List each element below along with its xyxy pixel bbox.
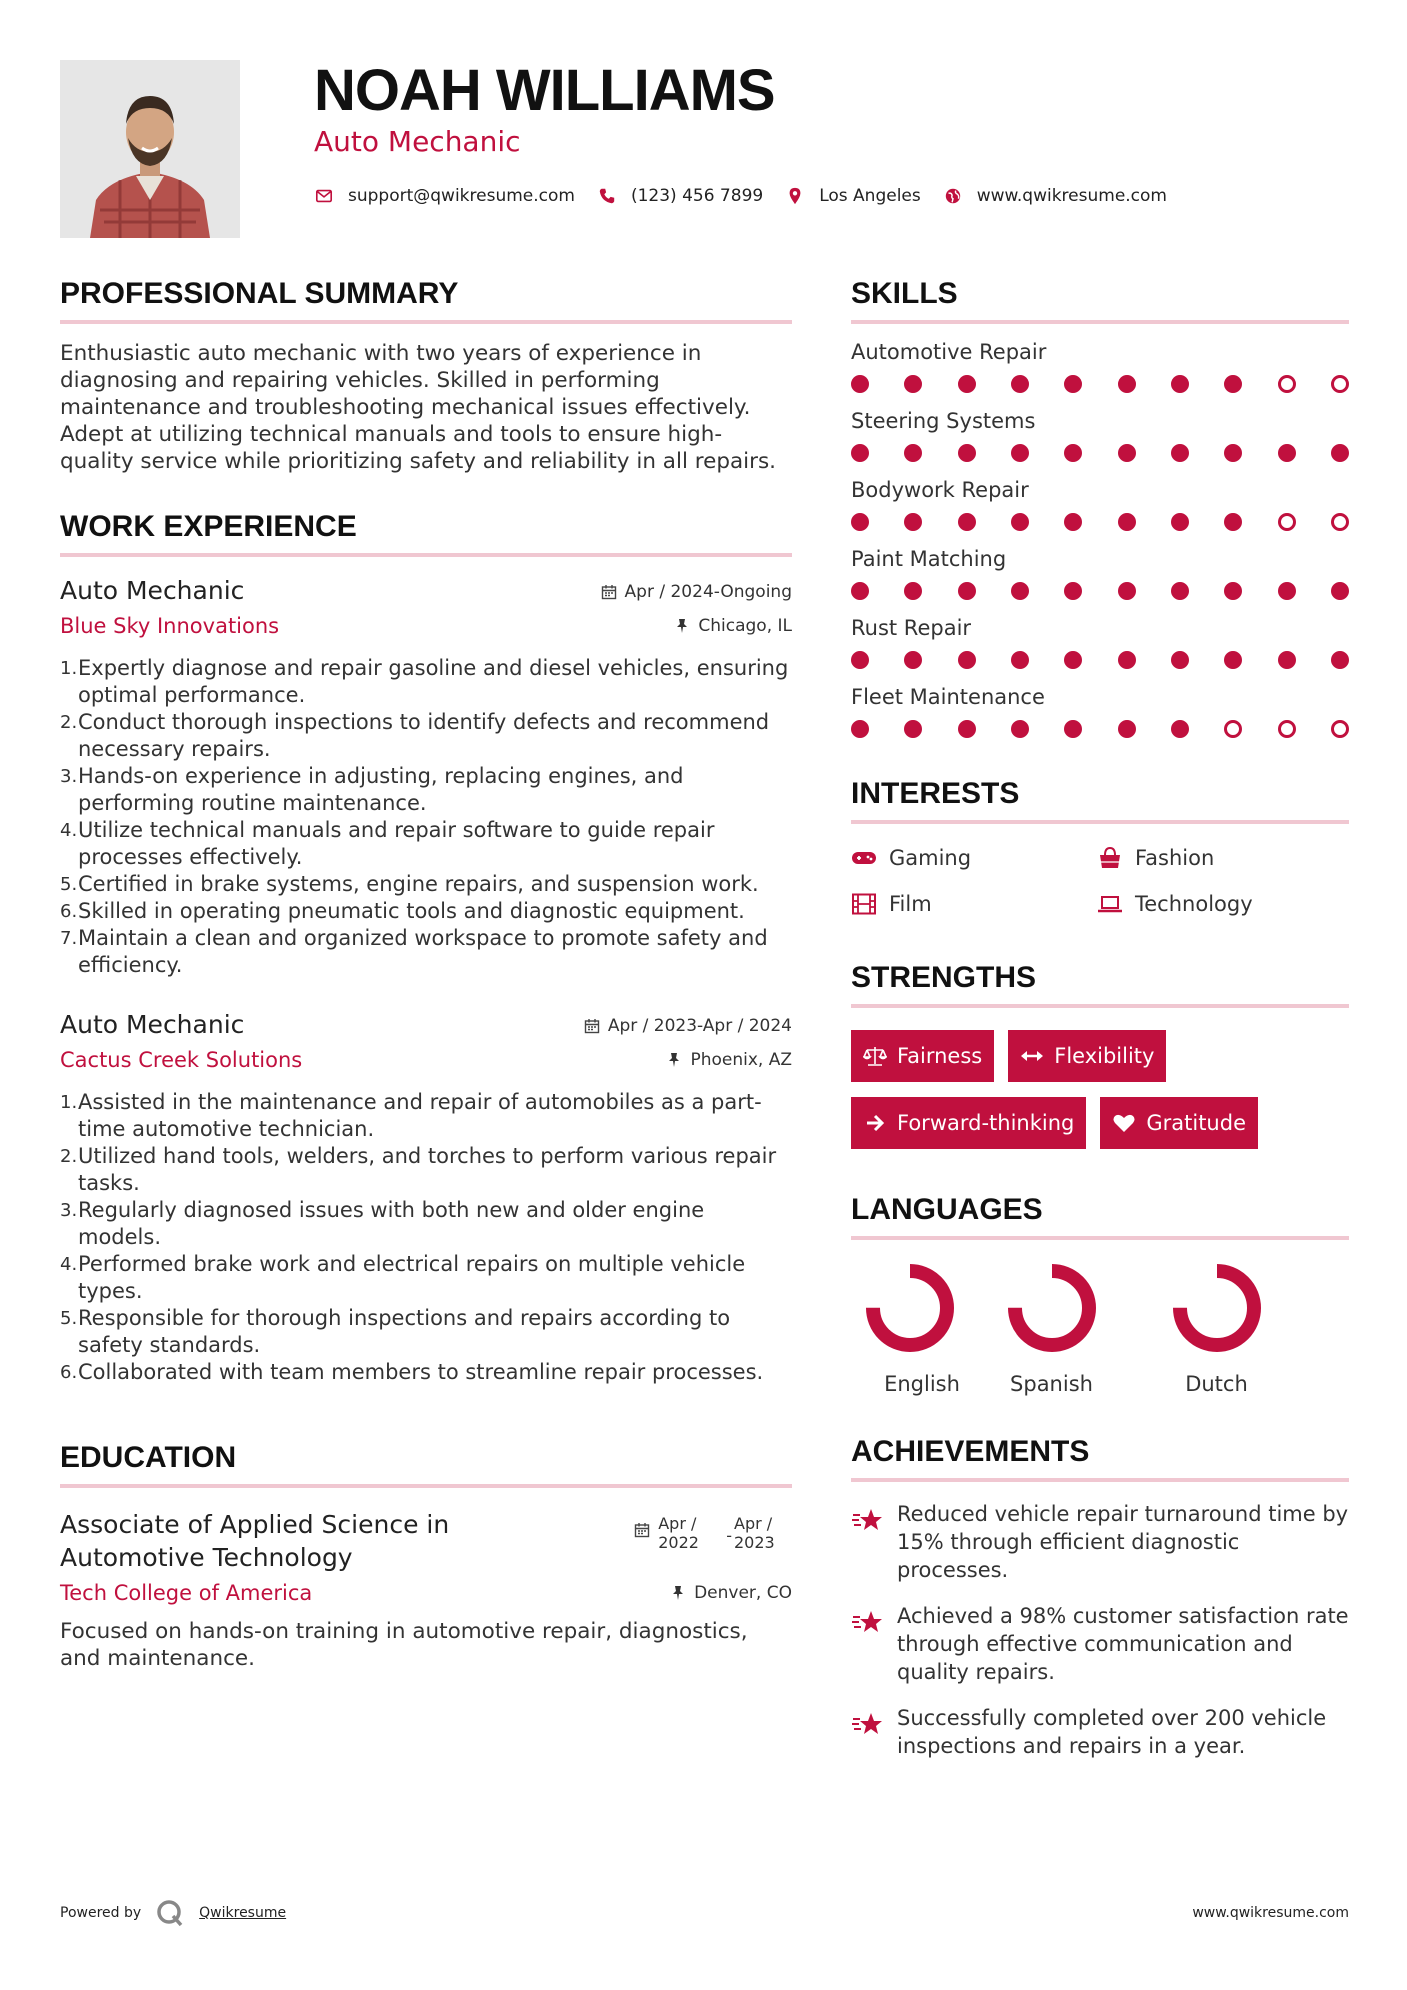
list-item: 5. Responsible for thorough inspections and repairs according to safety standards.	[60, 1306, 731, 1357]
language-item	[969, 1262, 1134, 1398]
summary-text: Enthusiastic auto mechanic with two years of experience in diagnosing and repairing vehicles. Skilled in performing maintenance and troubleshooting mechanical issues effectively. Adept at utilizing technical manuals and tools to ensure high-quality service while prioritizing safety and reliability in all repairs.	[60, 341, 777, 474]
profile-photo	[60, 60, 240, 238]
candidate-name: NOAH WILLIAMS	[314, 58, 775, 123]
skill-item	[851, 545, 1349, 600]
achievement-item	[851, 1500, 1349, 1584]
job-entry	[60, 1009, 792, 1386]
arrows-horizontal-icon	[1020, 1045, 1044, 1067]
rating-dot	[1011, 720, 1029, 738]
rating-dot	[1064, 720, 1082, 738]
rating-dot	[1064, 375, 1082, 393]
interest-item	[1097, 888, 1343, 920]
skills-section	[851, 274, 1349, 738]
contact-phone-text: (123) 456 7899	[630, 186, 764, 206]
achievement-item	[851, 1704, 1349, 1760]
job-title: Auto Mechanic	[60, 576, 245, 605]
rating-dot	[1064, 651, 1082, 669]
interest-item	[851, 842, 1097, 874]
rating-dot	[1224, 375, 1242, 393]
interest-item	[851, 888, 1097, 920]
rating-dot	[1064, 513, 1082, 531]
job-entry	[60, 575, 792, 979]
job-dates	[601, 581, 792, 603]
powered-by	[60, 1898, 286, 1928]
job-dates-text: Apr / 2023-Apr / 2024	[607, 1016, 792, 1036]
rating-dot	[1171, 651, 1189, 669]
rating-dot	[1011, 513, 1029, 531]
skill-item	[851, 338, 1349, 393]
phone-icon	[597, 186, 617, 206]
rating-dot	[1011, 651, 1029, 669]
rating-dot	[1064, 444, 1082, 462]
globe-icon	[943, 186, 963, 206]
rating-dot	[1278, 444, 1296, 462]
skill-name: Bodywork Repair	[851, 478, 1029, 502]
degree-title: Associate of Applied Science in Automotive Technology	[60, 1510, 450, 1572]
list-item: 1. Expertly diagnose and repair gasoline and diesel vehicles, ensuring optimal performance.	[60, 656, 789, 707]
languages-list	[851, 1262, 1349, 1398]
star-award-icon	[851, 1506, 887, 1584]
rating-dot	[904, 375, 922, 393]
rating-dot	[1118, 720, 1136, 738]
job-location	[674, 615, 792, 637]
contact-phone[interactable]	[597, 186, 763, 206]
job-title: Auto Mechanic	[60, 1010, 245, 1039]
rating-dot	[1224, 582, 1242, 600]
rating-dot	[1331, 513, 1349, 531]
achievement-text: Successfully completed over 200 vehicle inspections and repairs in a year.	[897, 1706, 1327, 1758]
calendar-icon	[634, 1522, 650, 1538]
skill-rating	[851, 375, 1349, 393]
rating-dot	[1171, 513, 1189, 531]
strength-label: Flexibility	[1054, 1044, 1155, 1068]
candidate-title: Auto Mechanic	[314, 125, 521, 158]
skill-rating	[851, 720, 1349, 738]
rating-dot	[1171, 444, 1189, 462]
powered-label: Powered by	[60, 1905, 142, 1921]
list-item: 7. Maintain a clean and organized workspace to promote safety and efficiency.	[60, 926, 768, 977]
contact-website-text: www.qwikresume.com	[976, 186, 1167, 206]
list-item: 2. Conduct thorough inspections to identify defects and recommend necessary repairs.	[60, 710, 770, 761]
language-ring	[864, 1262, 956, 1354]
calendar-icon	[584, 1018, 600, 1034]
skill-item	[851, 476, 1349, 531]
job-bullets	[60, 1089, 792, 1386]
rating-dot	[851, 513, 869, 531]
strengths-section	[851, 958, 1349, 1164]
rating-dot	[1118, 651, 1136, 669]
rating-dot	[1278, 651, 1296, 669]
education-description: Focused on hands-on training in automotive repair, diagnostics, and maintenance.	[60, 1619, 748, 1671]
rating-dot	[1278, 582, 1296, 600]
language-item	[1134, 1262, 1299, 1398]
skill-rating	[851, 444, 1349, 462]
calendar-icon	[601, 584, 617, 600]
summary-heading: PROFESSIONAL SUMMARY	[60, 274, 792, 324]
rating-dot	[1171, 375, 1189, 393]
list-item: 4. Performed brake work and electrical repairs on multiple vehicle types.	[60, 1252, 746, 1303]
education-heading: EDUCATION	[60, 1438, 792, 1488]
scale-icon	[863, 1045, 887, 1067]
interest-label: Fashion	[1135, 846, 1215, 870]
rating-dot	[851, 651, 869, 669]
list-item: 3. Regularly diagnosed issues with both new and older engine models.	[60, 1198, 705, 1249]
achievement-text: Reduced vehicle repair turnaround time by 15% through efficient diagnostic processes.	[897, 1502, 1349, 1582]
education-end: Apr / 2023	[734, 1514, 775, 1552]
skill-rating	[851, 582, 1349, 600]
company-name: Blue Sky Innovations	[60, 614, 280, 638]
rating-dot	[851, 444, 869, 462]
pin-icon	[670, 1585, 686, 1601]
experience-heading: WORK EXPERIENCE	[60, 507, 792, 557]
rating-dot	[1224, 720, 1242, 738]
list-item: 6. Skilled in operating pneumatic tools and diagnostic equipment.	[60, 899, 745, 923]
language-name: English	[884, 1372, 960, 1396]
school-name: Tech College of America	[60, 1581, 313, 1605]
rating-dot	[1118, 444, 1136, 462]
contact-location-text: Los Angeles	[819, 186, 921, 206]
rating-dot	[1278, 375, 1296, 393]
skill-name: Automotive Repair	[851, 340, 1047, 364]
qwikresume-logo-icon	[155, 1898, 185, 1928]
skill-item	[851, 614, 1349, 669]
left-column	[60, 274, 792, 1672]
strength-tag	[1100, 1097, 1258, 1149]
language-level-arc	[1180, 1271, 1254, 1345]
footer	[60, 1898, 1349, 1928]
list-item: 2. Utilized hand tools, welders, and torches to perform various repair tasks.	[60, 1144, 777, 1195]
achievements-section	[851, 1432, 1349, 1760]
rating-dot	[1224, 651, 1242, 669]
skill-name: Paint Matching	[851, 547, 1007, 571]
skills-heading: SKILLS	[851, 274, 1349, 324]
interest-label: Gaming	[889, 846, 972, 870]
rating-dot	[904, 513, 922, 531]
language-level-arc	[873, 1271, 947, 1345]
rating-dot	[958, 513, 976, 531]
strength-label: Fairness	[897, 1044, 983, 1068]
rating-dot	[1064, 582, 1082, 600]
skill-item	[851, 683, 1349, 738]
pin-icon	[666, 1052, 682, 1068]
star-award-icon	[851, 1608, 887, 1686]
languages-section	[851, 1190, 1349, 1398]
laptop-icon	[1097, 893, 1123, 915]
company-name: Cactus Creek Solutions	[60, 1048, 303, 1072]
skill-rating	[851, 651, 1349, 669]
map-pin-icon	[785, 186, 805, 206]
education-section	[60, 1438, 792, 1672]
language-name: Dutch	[1185, 1372, 1248, 1396]
rating-dot	[1011, 444, 1029, 462]
rating-dot	[1331, 720, 1349, 738]
summary-section	[60, 274, 792, 475]
job-dates	[584, 1015, 792, 1037]
rating-dot	[1118, 582, 1136, 600]
job-location-text: Phoenix, AZ	[690, 1050, 792, 1070]
skill-item	[851, 407, 1349, 462]
rating-dot	[1224, 513, 1242, 531]
date-separator: -	[726, 1526, 732, 1545]
skill-name: Fleet Maintenance	[851, 685, 1045, 709]
list-item: 1. Assisted in the maintenance and repair of automobiles as a part-time automotive technician.	[60, 1090, 762, 1141]
job-location	[666, 1049, 792, 1071]
rating-dot	[1331, 444, 1349, 462]
rating-dot	[1331, 582, 1349, 600]
contact-website[interactable]	[943, 186, 1167, 206]
rating-dot	[851, 375, 869, 393]
skill-name: Steering Systems	[851, 409, 1036, 433]
language-name: Spanish	[1010, 1372, 1093, 1396]
rating-dot	[1011, 582, 1029, 600]
language-level-arc	[1015, 1271, 1089, 1345]
skill-rating	[851, 513, 1349, 531]
interest-item	[1097, 842, 1343, 874]
rating-dot	[958, 375, 976, 393]
experience-section	[60, 507, 792, 1386]
rating-dot	[958, 651, 976, 669]
interest-label: Film	[889, 892, 932, 916]
strength-tag	[1008, 1030, 1166, 1082]
rating-dot	[958, 582, 976, 600]
rating-dot	[904, 582, 922, 600]
contact-email[interactable]	[314, 186, 575, 206]
rating-dot	[1278, 720, 1296, 738]
rating-dot	[1118, 513, 1136, 531]
education-start: Apr / 2022	[658, 1514, 699, 1552]
rating-dot	[1331, 375, 1349, 393]
strength-label: Gratitude	[1146, 1111, 1246, 1135]
list-item: 4. Utilize technical manuals and repair software to guide repair processes effectively.	[60, 818, 715, 869]
rating-dot	[1331, 651, 1349, 669]
gamepad-icon	[851, 847, 877, 869]
list-item: 6. Collaborated with team members to streamline repair processes.	[60, 1360, 764, 1384]
interests-heading: INTERESTS	[851, 774, 1349, 824]
education-dates	[634, 1514, 792, 1574]
rating-dot	[1278, 513, 1296, 531]
rating-dot	[958, 444, 976, 462]
resume-header	[314, 56, 1354, 206]
achievement-text: Achieved a 98% customer satisfaction rate through effective communication and quality repairs.	[897, 1604, 1349, 1684]
rating-dot	[1011, 375, 1029, 393]
contact-email-text: support@qwikresume.com	[348, 186, 575, 206]
language-ring	[1006, 1262, 1098, 1354]
strengths-heading: STRENGTHS	[851, 958, 1349, 1008]
education-location	[670, 1582, 792, 1604]
heart-icon	[1112, 1112, 1136, 1134]
shopping-bag-icon	[1097, 847, 1123, 869]
star-award-icon	[851, 1710, 887, 1760]
strength-label: Forward-thinking	[897, 1111, 1075, 1135]
job-location-text: Chicago, IL	[698, 616, 792, 636]
interests-section	[851, 774, 1349, 920]
strength-tag	[851, 1030, 994, 1082]
brand-link[interactable]: Qwikresume	[199, 1905, 287, 1921]
achievement-item	[851, 1602, 1349, 1686]
contact-bar	[314, 186, 1354, 206]
right-column	[851, 274, 1349, 1760]
rating-dot	[1171, 582, 1189, 600]
skills-list	[851, 338, 1349, 738]
rating-dot	[904, 720, 922, 738]
interest-label: Technology	[1135, 892, 1253, 916]
film-icon	[851, 893, 877, 915]
pin-icon	[674, 618, 690, 634]
rating-dot	[851, 720, 869, 738]
list-item: 5. Certified in brake systems, engine repairs, and suspension work.	[60, 872, 759, 896]
language-ring	[1171, 1262, 1263, 1354]
footer-url[interactable]: www.qwikresume.com	[1192, 1905, 1349, 1921]
rating-dot	[1171, 720, 1189, 738]
rating-dot	[904, 444, 922, 462]
rating-dot	[851, 582, 869, 600]
education-location-text: Denver, CO	[694, 1583, 792, 1603]
job-bullets	[60, 655, 792, 979]
language-item	[851, 1262, 969, 1398]
list-item: 3. Hands-on experience in adjusting, replacing engines, and performing routine maintenance.	[60, 764, 684, 815]
achievements-heading: ACHIEVEMENTS	[851, 1432, 1349, 1482]
strength-tag	[851, 1097, 1086, 1149]
languages-heading: LANGUAGES	[851, 1190, 1349, 1240]
envelope-icon	[314, 186, 334, 206]
rating-dot	[1118, 375, 1136, 393]
arrow-right-icon	[863, 1112, 887, 1134]
contact-location	[785, 186, 921, 206]
rating-dot	[904, 651, 922, 669]
rating-dot	[1224, 444, 1242, 462]
job-dates-text: Apr / 2024-Ongoing	[624, 582, 792, 602]
skill-name: Rust Repair	[851, 616, 972, 640]
rating-dot	[958, 720, 976, 738]
